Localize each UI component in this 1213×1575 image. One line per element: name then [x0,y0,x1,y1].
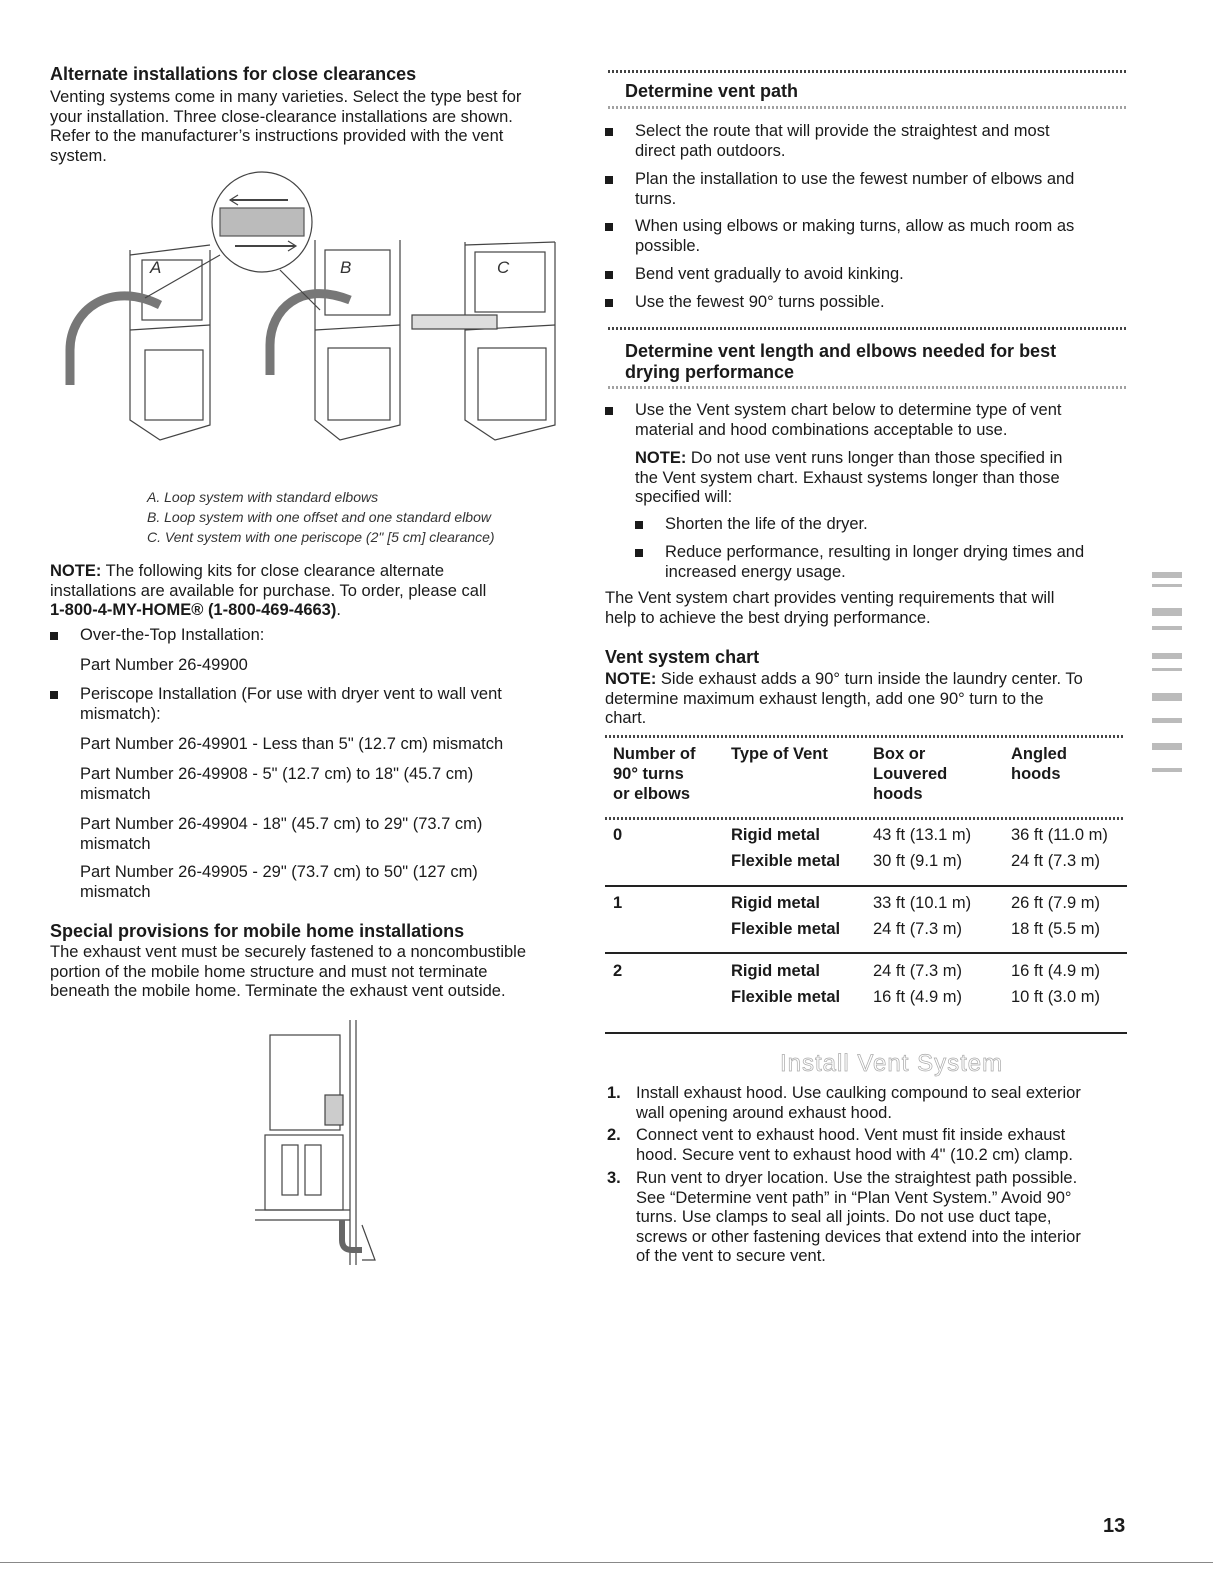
table-cell: Flexible metal [731,988,841,1006]
table-cell: 30 ft (9.1 m) [873,852,962,870]
table-cell: Rigid metal [731,962,820,980]
table-cell: 18 ft (5.5 m) [1011,920,1100,938]
table-row-turns: 2 [613,962,623,980]
header-turns: Number of 90° turns or elbows [613,745,696,803]
vent-chart-title: Vent system chart [605,647,760,667]
header-angled: Angled hoods [1011,745,1067,783]
divider [608,386,1128,389]
header-box-louvered: Box or Louvered hoods [873,745,948,803]
chart-intro: The Vent system chart provides venting requirements that will help to achieve the best drying performance. [605,589,1055,627]
table-cell: 36 ft (11.0 m) [1011,826,1108,844]
figure-label-b: B [340,258,352,277]
table-cell: Rigid metal [731,894,820,912]
laundry-unit-a [130,245,210,440]
table-bottom-rule [605,1032,1127,1034]
close-clearance-figure [50,170,570,455]
part-26-49900: Part Number 26-49900 [80,656,248,674]
divider [608,106,1128,109]
figure-label-c: C [497,258,510,277]
edge-mark-graphic [1148,568,1190,798]
table-cell: 24 ft (7.3 m) [873,920,962,938]
mobile-home-figure [250,1015,420,1275]
table-cell: 33 ft (10.1 m) [873,894,972,912]
table-cell: 24 ft (7.3 m) [1011,852,1100,870]
vent-path-title: Determine vent path [625,81,799,101]
mobile-home-body: The exhaust vent must be securely fastened to a noncombustible portion of the mobile home structure and must not terminate beneath the mobile home. Terminate the exhaust vent outside. [50,943,527,1000]
periscope-parts: Part Number 26-49901 - Less than 5" (12.7 cm) mismatch [80,735,504,753]
figure-label-a: A [150,258,162,277]
table-cell: 16 ft (4.9 m) [873,988,962,1006]
table-cell: 24 ft (7.3 m) [873,962,962,980]
table-cell: 10 ft (3.0 m) [1011,988,1100,1006]
header-rule [605,817,1125,820]
group-rule [605,885,1127,887]
table-cell: 26 ft (7.9 m) [1011,894,1100,912]
figure-captions: A. Loop system with standard elbows B. Loop system with one offset and one standard elbow C. Vent system with one periscope (2" [5 cm] clearance) [147,489,495,545]
table-cell: Flexible metal [731,920,841,938]
vent-length-title: Determine vent length and elbows needed for best drying performance [625,341,1057,382]
divider [608,70,1128,73]
table-cell: 43 ft (13.1 m) [873,826,972,844]
vent-runs-note: NOTE: Do not use vent runs longer than those specified in the Vent system chart. Exhaust systems longer than those specified will: [635,449,1063,506]
part-26-49905: Part Number 26-49905 - 29" (73.7 cm) to 50" (127 cm) mismatch [80,863,478,901]
table-top-rule [605,735,1125,738]
alt-install-body: Venting systems come in many varieties. Select the type best for your installation. Three close-clearance installations are shown. Refer to the manufacturer’s instructions provided with the vent system. [50,88,522,165]
close-clearance-note: NOTE: The following kits for close clearance alternate installations are available for purchase. To order, please call 1-800-4-MY-HOME® (1-800-469-4663). [50,562,487,619]
side-exhaust-note: NOTE: Side exhaust adds a 90° turn inside the laundry center. To determine maximum exhaust length, add one 90° turn to the chart. [605,670,1083,727]
group-rule [605,952,1127,954]
header-vent-type: Type of Vent [731,745,828,763]
page-number: 13 [1103,1515,1126,1537]
footer-rule [0,1562,1213,1563]
table-row-turns: 1 [613,894,623,912]
vent-system-table [605,730,1130,1035]
table-cell: Rigid metal [731,826,820,844]
table-cell: Flexible metal [731,852,841,870]
phone-number: 1-800-4-MY-HOME® (1-800-469-4663) [50,601,337,619]
laundry-unit-b [315,240,400,440]
divider [608,327,1128,330]
part-26-49908: Part Number 26-49908 - 5" (12.7 cm) to 18" (45.7 cm) mismatch [80,765,474,803]
mobile-home-title: Special provisions for mobile home installations [50,921,465,941]
part-26-49904: Part Number 26-49904 - 18" (45.7 cm) to 29" (73.7 cm) mismatch [80,815,483,853]
alt-install-title: Alternate installations for close clearances [50,64,417,84]
table-row-turns: 0 [613,826,623,844]
table-cell: 16 ft (4.9 m) [1011,962,1100,980]
laundry-unit-c [465,242,555,440]
install-vent-title: Install Vent System [780,1050,1004,1077]
